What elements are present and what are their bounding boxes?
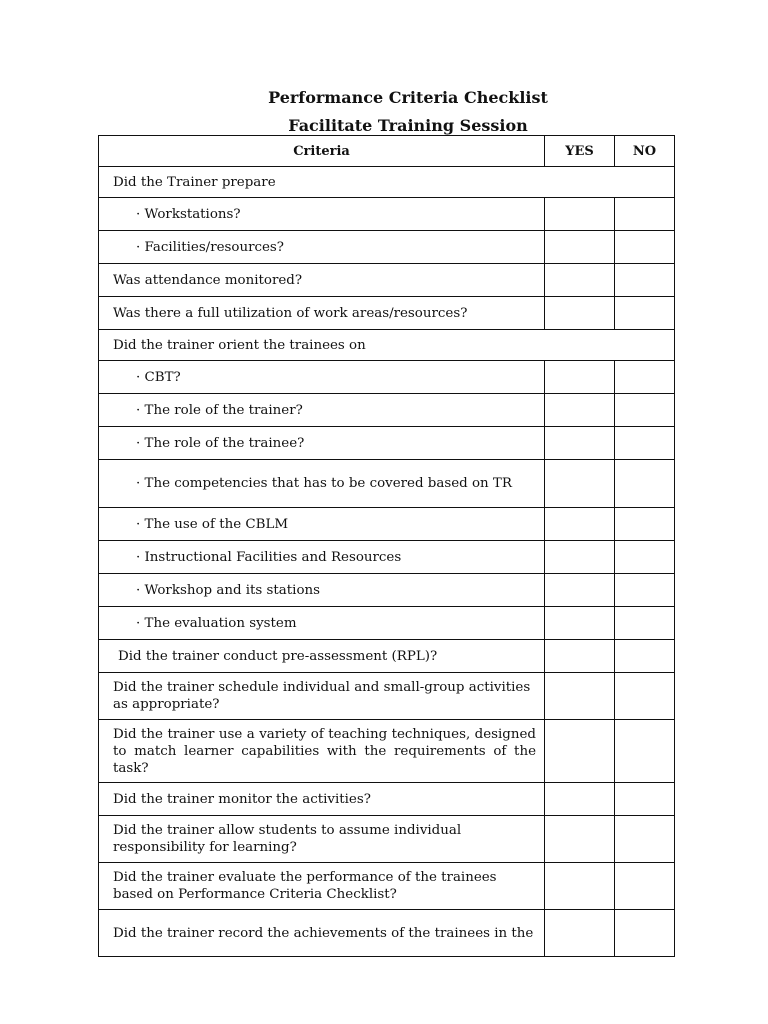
checkbox-cell-yes[interactable] bbox=[545, 508, 615, 541]
checkbox-cell-yes[interactable] bbox=[545, 198, 615, 231]
criteria-text: Did the trainer allow students to assume individual responsibility for learning? bbox=[113, 823, 462, 855]
criteria-cell bbox=[99, 394, 545, 427]
checkbox-cell-no[interactable] bbox=[615, 910, 675, 957]
table-row bbox=[99, 361, 675, 394]
page-title: Performance Criteria Checklist bbox=[268, 88, 548, 107]
criteria-text: Did the trainer conduct pre-assessment (RPL)? bbox=[118, 648, 438, 664]
checkbox-cell-no[interactable] bbox=[615, 427, 675, 460]
checkbox-cell-yes[interactable] bbox=[545, 673, 615, 720]
header-no: NO bbox=[615, 136, 675, 167]
criteria-text: Did the Trainer prepare bbox=[113, 174, 276, 190]
table-row bbox=[99, 910, 675, 957]
criteria-text: · The role of the trainee? bbox=[136, 435, 305, 451]
criteria-cell bbox=[99, 361, 545, 394]
criteria-text: · Workstations? bbox=[136, 206, 241, 222]
checkbox-cell-yes[interactable] bbox=[545, 607, 615, 640]
criteria-cell bbox=[99, 167, 675, 198]
checkbox-cell-yes[interactable] bbox=[545, 394, 615, 427]
criteria-cell bbox=[99, 231, 545, 264]
table-row bbox=[99, 863, 675, 910]
criteria-text: · Workshop and its stations bbox=[136, 582, 321, 598]
checkbox-cell-no[interactable] bbox=[615, 607, 675, 640]
checkbox-cell-yes[interactable] bbox=[545, 297, 615, 330]
criteria-text: Was there a full utilization of work areas/resources? bbox=[113, 305, 468, 321]
checkbox-cell-no[interactable] bbox=[615, 720, 675, 783]
criteria-text: Did the trainer record the achievements of the trainees in the bbox=[113, 925, 534, 941]
criteria-cell bbox=[99, 508, 545, 541]
checkbox-cell-no[interactable] bbox=[615, 863, 675, 910]
checkbox-cell-no[interactable] bbox=[615, 361, 675, 394]
checkbox-cell-yes[interactable] bbox=[545, 361, 615, 394]
table-row bbox=[99, 264, 675, 297]
checkbox-cell-yes[interactable] bbox=[545, 231, 615, 264]
criteria-text: · CBT? bbox=[136, 369, 181, 385]
criteria-text: · The use of the CBLM bbox=[136, 516, 289, 532]
criteria-cell bbox=[99, 816, 545, 863]
checkbox-cell-yes[interactable] bbox=[545, 720, 615, 783]
criteria-text: Did the trainer orient the trainees on bbox=[113, 337, 366, 353]
checkbox-cell-no[interactable] bbox=[615, 816, 675, 863]
checkbox-cell-no[interactable] bbox=[615, 460, 675, 508]
criteria-cell bbox=[99, 541, 545, 574]
criteria-table bbox=[98, 135, 675, 957]
criteria-cell bbox=[99, 863, 545, 910]
checkbox-cell-no[interactable] bbox=[615, 541, 675, 574]
table-row bbox=[99, 427, 675, 460]
table-row bbox=[99, 297, 675, 330]
criteria-text: · The role of the trainer? bbox=[136, 402, 303, 418]
criteria-text: Did the trainer evaluate the performance of the trainees based on Performance Criteria Checklist? bbox=[113, 870, 497, 902]
criteria-text: · The evaluation system bbox=[136, 615, 297, 631]
criteria-cell bbox=[99, 673, 545, 720]
criteria-text: Did the trainer use a variety of teaching techniques, designed to match learner capabilities with the requirements of the task? bbox=[113, 726, 536, 776]
criteria-cell bbox=[99, 574, 545, 607]
criteria-text: Did the trainer monitor the activities? bbox=[113, 791, 371, 807]
criteria-text: · Facilities/resources? bbox=[136, 239, 284, 255]
checkbox-cell-yes[interactable] bbox=[545, 816, 615, 863]
criteria-cell bbox=[99, 720, 545, 783]
table-row bbox=[99, 640, 675, 673]
criteria-text: Was attendance monitored? bbox=[113, 272, 303, 288]
checkbox-cell-no[interactable] bbox=[615, 640, 675, 673]
checkbox-cell-no[interactable] bbox=[615, 783, 675, 816]
checkbox-cell-no[interactable] bbox=[615, 297, 675, 330]
checkbox-cell-no[interactable] bbox=[615, 264, 675, 297]
criteria-cell bbox=[99, 460, 545, 508]
criteria-cell bbox=[99, 640, 545, 673]
criteria-cell bbox=[99, 427, 545, 460]
criteria-cell bbox=[99, 198, 545, 231]
table-header-row bbox=[99, 136, 675, 167]
checkbox-cell-no[interactable] bbox=[615, 574, 675, 607]
checkbox-cell-yes[interactable] bbox=[545, 863, 615, 910]
table-row bbox=[99, 330, 675, 361]
table-row bbox=[99, 816, 675, 863]
checkbox-cell-yes[interactable] bbox=[545, 640, 615, 673]
table-row bbox=[99, 394, 675, 427]
table-row bbox=[99, 574, 675, 607]
table-row bbox=[99, 783, 675, 816]
checkbox-cell-yes[interactable] bbox=[545, 460, 615, 508]
table-row bbox=[99, 673, 675, 720]
table-body bbox=[99, 167, 675, 957]
table-row bbox=[99, 607, 675, 640]
table-row bbox=[99, 508, 675, 541]
table-row bbox=[99, 231, 675, 264]
checkbox-cell-yes[interactable] bbox=[545, 427, 615, 460]
criteria-cell bbox=[99, 607, 545, 640]
criteria-cell bbox=[99, 783, 545, 816]
checkbox-cell-yes[interactable] bbox=[545, 910, 615, 957]
checkbox-cell-no[interactable] bbox=[615, 508, 675, 541]
criteria-text: · Instructional Facilities and Resources bbox=[136, 549, 402, 565]
checkbox-cell-no[interactable] bbox=[615, 394, 675, 427]
checkbox-cell-no[interactable] bbox=[615, 673, 675, 720]
criteria-text: Did the trainer schedule individual and small-group activities as appropriate? bbox=[113, 680, 531, 712]
criteria-cell bbox=[99, 330, 675, 361]
checkbox-cell-yes[interactable] bbox=[545, 783, 615, 816]
header-yes: YES bbox=[545, 136, 615, 167]
criteria-cell bbox=[99, 910, 545, 957]
criteria-text: · The competencies that has to be covered based on TR bbox=[136, 476, 512, 491]
checkbox-cell-no[interactable] bbox=[615, 231, 675, 264]
table-row bbox=[99, 460, 675, 508]
table-row bbox=[99, 541, 675, 574]
checkbox-cell-no[interactable] bbox=[615, 198, 675, 231]
criteria-cell bbox=[99, 264, 545, 297]
checkbox-cell-yes[interactable] bbox=[545, 574, 615, 607]
table-row bbox=[99, 198, 675, 231]
header-criteria: Criteria bbox=[99, 136, 545, 167]
checkbox-cell-yes[interactable] bbox=[545, 264, 615, 297]
checkbox-cell-yes[interactable] bbox=[545, 541, 615, 574]
table-row bbox=[99, 167, 675, 198]
criteria-cell bbox=[99, 297, 545, 330]
table-row bbox=[99, 720, 675, 783]
page-subtitle: Facilitate Training Session bbox=[288, 116, 528, 135]
